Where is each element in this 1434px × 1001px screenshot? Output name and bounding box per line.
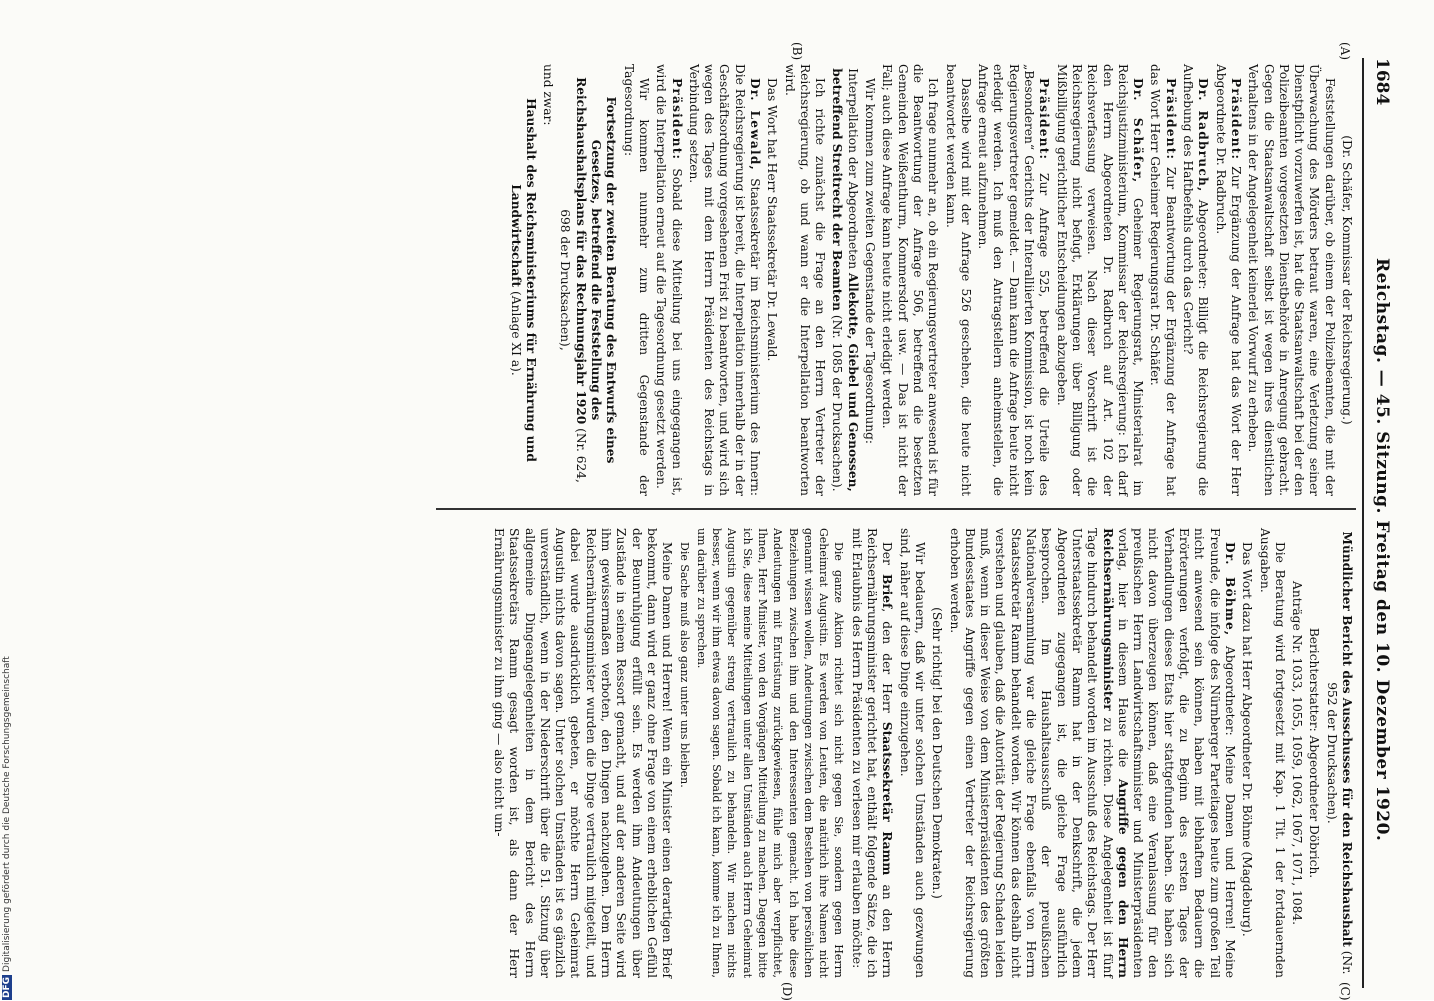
paragraph: Feststellungen darüber, ob einem der Polizeibeamten, die mit der Überwachung des Mörders betraut waren, eine Verletzung seiner Dienstpflicht vorzuwerfen ist, hat die Staatsanwaltschaft bei der den Polizeibeamten vorgesetzten Dienstbehörde in Anregung gebracht. Gegen die Staatsanwaltschaft selbst ist wegen ihres dienstlichen Verhaltens in der Angelegenheit keinerlei Vorwurf zu erheben. [1246, 64, 1337, 496]
quoted-letter: Die ganze Aktion richtet sich nicht gegen Sie, sondern gegen Herrn Geheimrat Augustin. Es werden von Leuten, die natürlich ihre Namen nicht genannt wissen wollen, Andeutungen zwischen dem Bestehen von persönlichen Beziehungen zwischen ihm und den Interessenten gemacht. Ich habe diese Andeutungen mit Entrüstung zurückgewiesen, fühle mich aber verpflichtet, Ihnen, Herr Minister, von den Vorgängen Mitteilung zu machen. Dagegen bitte ich Sie, diese meine Mitteilungen unter allen Umständen auch Herrn Geheimrat Augustin gegenüber streng vertraulich zu behandeln. Wir machen nichts besser, wenn wir ihm etwas davon sagen. Sobald ich kann, komme ich zu Ihnen, um darüber zu sprechen. [694, 528, 846, 978]
page-header [1364, 58, 1398, 978]
speaker-name: Präsident: [1228, 78, 1243, 161]
paragraph: Der Brief, den der Herr Staatssekretär Ramm an den Herrn Reichsernährungsminister gerichtet hat, enthält folgende Sätze, die ich mit Erlaubnis des Herrn Präsidenten zu verlesen mir erlauben möchte: [849, 528, 895, 978]
paragraph: Präsident: Sobald diese Mitteilung bei uns eingegangen ist, wird die Interpellation erneut auf die Tagesordnung gesetzt werden. [654, 64, 684, 496]
rapporteur: Berichterstatter: Abgeordneter Döbrich. [1307, 627, 1322, 879]
paragraph: Das Wort dazu hat Herr Abgeordneter Dr. Böhme (Magdeburg). [1240, 542, 1255, 937]
margin-marker-c: (C) [1338, 982, 1352, 1001]
margin-marker-a: (A) [1338, 42, 1352, 61]
paragraph: Präsident: Zur Beantwortung der Ergänzung der Anfrage hat das Wort Herr Geheimer Regierungsrat Dr. Schäfer. [1148, 64, 1178, 496]
column-divider [436, 508, 1356, 510]
paragraph: Dr. Böhme, Abgeordneter: Meine Damen und Herren! Meine Freunde, die infolge des Nürnberger Parteitages heute zum großen Teil nicht anwesend sein können, haben mit lebhaftem Bedauern die Erörterungen verfolgt, die zu Beginn des ersten Tages der Verhandlungen dieses Etats hier stattgefunden haben. Sie haben sich nicht davon überzeugen können, daß eine Veranlassung für den preußischen Herrn Landwirtschaftsminister und Ministerpräsidenten vorlag, hier in diesem Hause die Angriffe gegen den Herrn Reichsernährungsminister zu richten. Diese Angelegenheit ist fünf Tage hindurch behandelt worden im Ausschuß des Reichstags. Der Herr Unterstaatssekretär Ramm hat in der Denkschrift, die jedem Abgeordneten zugegangen ist, die gleiche Frage ausführlich besprochen. Im Haushaltsausschuß der preußischen Nationalversammlung war die gleiche Frage ebenfalls von Herrn Staatssekretär Ramm behandelt worden. Wir können das deshalb nicht verstehen und glauben, daß die Autorität der Regierung Schaden leiden muß, wenn in dieser Weise von dem Ministerpräsidenten des größten Bundesstaates Angriffe gegen einen Vertreter der Reichsregierung erhoben werden. [947, 528, 1237, 979]
page-title: Reichstag. — 45. Sitzung. Freitag den 10. Dezember 1920. [1372, 258, 1392, 842]
paragraph: Dr. Lewald, Staatssekretär im Reichsministerium des Innern: Die Reichsregierung ist bereit, die Interpellation innerhalb der in der Geschäftsordnung vorgesehenen Frist zu beantworten, und wird sich wegen des Tages mit dem Herrn Präsidenten des Reichstags in Verbindung setzen. [686, 64, 763, 496]
paragraph: Meine Damen und Herren! Wenn ein Minister einen derartigen Brief bekommt, dann wird er ganz ohne Frage von einem erheblichen Gefühl der Beunruhigung erfüllt sein. Es werden ihm Andeutungen über Zustände in seinem Ressort gemacht, und auf der anderen Seite wird ihm gewissermaßen verboten, den Dingen nachzugehen. Dem Herrn Reichsernährungsminister wurden die Dinge vertraulich mitgeteilt, und dabei wurde ausdrücklich gebeten, er möchte Herrn Geheimrat Augustin nichts davon sagen. Unter solchen Umständen ist es gänzlich unverständlich, wenn in der Niederschrift über die 51. Sitzung über allgemeine Dingeangelegenheiten in dem Bericht des Herrn Staatssekretärs Ramm gesagt worden ist, als dann der Herr Ernährungsminister zu ihm ging — also nicht um- [491, 528, 675, 978]
motions: Anträge Nr. 1033, 1055, 1059, 1062, 1067, 1071, 1084. [1290, 581, 1305, 925]
digitization-footer [2, 0, 16, 1000]
agenda-item: Fortsetzung der zweiten Beratung des Entwurfs eines Gesetzes, betreffend die Feststellung des Reichshaushaltsplans für das Rechnungsjahr 1920 (Nr. 624, 698 der Drucksachen), [558, 77, 619, 483]
paragraph: Ich richte zunächst die Frage an den Herrn Vertreter der Reichsregierung, ob und wann er die Interpellation beantworten wird. [782, 64, 828, 496]
paragraph: Die Beratung wird fortgesetzt mit Kap. 1 Tit. 1 der fortdauernden Ausgaben. [1257, 528, 1287, 978]
speaker-name: Dr. Radbruch, [1196, 78, 1211, 193]
header-rule [1362, 58, 1364, 988]
paragraph: Wir bedauern, daß wir unter solchen Umständen auch gezwungen sind, näher auf diese Dinge einzugehen. [897, 528, 927, 978]
agenda-item: Haushalt des Reichsministeriums für Ernährung und Landwirtschaft (Anlage XI a). [508, 98, 538, 462]
report-title: Mündlicher Bericht des Ausschusses für den Reichshaushalt (Nr. 952 der Drucksachen). [1324, 531, 1354, 975]
paragraph: Präsident: Zur Ergänzung der Anfrage hat das Wort der Herr Abgeordnete Dr. Radbruch. [1213, 64, 1243, 496]
speaker-name: Dr. Schäfer, [1131, 78, 1146, 184]
speaker-name: Präsident: [669, 78, 684, 161]
quoted-letter: Die Sache muß also ganz unter uns bleiben. [677, 542, 691, 788]
speaker-name: Dr. Lewald, [748, 78, 763, 171]
interjection: (Sehr richtig! bei den Deutschen Demokraten.) [930, 607, 945, 899]
speaker-name: Dr. Böhme, [1222, 542, 1237, 637]
footer-text: Digitalisierung gefördert durch die Deutsche Forschungsgemeinschaft [2, 656, 12, 972]
speaker-name: Präsident: [1163, 78, 1178, 161]
speaker-name: Präsident: [1037, 78, 1052, 161]
paragraph: Das Wort hat Herr Staatssekretär Dr. Lewald. [765, 78, 780, 362]
paragraph: Dr. Radbruch, Abgeordneter: Billigt die Reichsregierung die Aufhebung des Haftbefehls durch das Gericht? [1181, 64, 1211, 496]
margin-marker-d: (D) [780, 982, 794, 1001]
left-column [505, 64, 1354, 496]
margin-marker-b: (B) [790, 42, 804, 61]
speaker-note: (Dr. Schäfer, Kommissar der Reichsregierung.) [1340, 135, 1354, 425]
page-number: 1684 [1372, 58, 1392, 106]
dfg-logo: DFG [2, 976, 12, 998]
paragraph: Präsident: Zur Anfrage 525, betreffend die Urteile des „Besonderen“ Gerichts der Interalliierten Kommission, ist noch kein Regierungsvertreter gemeldet. — Dann kann die Anfrage heute nicht erledigt werden. Ich muß den Antragstellern anheimstellen, die Anfrage erneut aufzunehmen. [976, 64, 1052, 496]
paragraph: Dr. Schäfer, Geheimer Regierungsrat, Ministerialrat im Reichsjustizministerium, Kommissar der Reichsregierung: Ich darf den Herrn Abgeordneten Dr. Radbruch auf Art. 102 der Reichsverfassung verweisen. Nach dieser Vorschrift ist die Reichsregierung nicht befugt, Erklärungen über Billigung oder Mißbilligung gerichtlicher Entscheidungen abzugeben. [1054, 64, 1146, 496]
paragraph: Ich frage nunmehr an, ob ein Regierungsvertreter anwesend ist für die Beantwortung der Anfrage 506, betreffend die besetzten Gemeinden Weißenthurm, Kommersdorf usw. — Das ist nicht der Fall; auch diese Anfrage kann heute nicht erledigt werden. [880, 64, 941, 496]
agenda-item: Interpellation der Abgeordneten Allekotte, Giebel und Genossen, betreffend Streitrecht der Beamten (Nr. 1085 der Drucksachen). [830, 68, 860, 492]
paragraph: Dasselbe wird mit der Anfrage 526 geschehen, die heute nicht beantwortet werden kann. [943, 64, 973, 496]
paragraph: Wir kommen zum zweiten Gegenstande der Tagesordnung: [863, 78, 878, 444]
right-column [489, 528, 1354, 978]
paragraph: und zwar: [541, 64, 556, 126]
paragraph: Wir kommen nunmehr zum dritten Gegenstande der Tagesordnung: [621, 64, 651, 496]
